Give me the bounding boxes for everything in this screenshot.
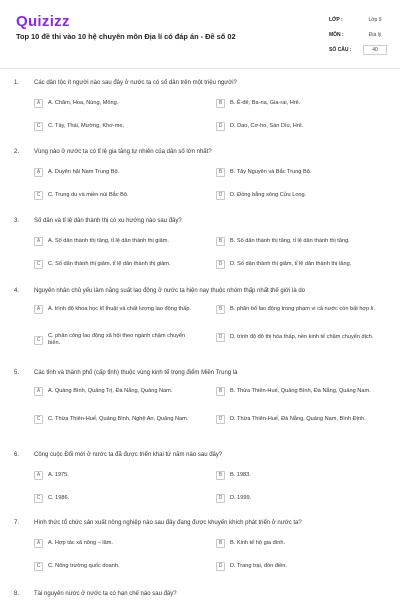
option-letter-box[interactable]: A	[34, 237, 43, 246]
option-text: A. Hợp tác xã nông – lâm.	[48, 540, 113, 546]
option-letter-box[interactable]: C	[34, 260, 43, 269]
option-letter-box[interactable]: B	[216, 539, 225, 548]
option-text: C. phân công lao động xã hội theo ngành chậm chuyển biến.	[48, 333, 186, 346]
option-letter-box[interactable]: A	[34, 168, 43, 177]
option-text: C. Thừa Thiên-Huế, Quảng Bình, Nghệ An, Quảng Nam.	[48, 416, 189, 422]
option-text: A. Chăm, Hoa, Nùng, Mông.	[48, 100, 119, 106]
option-letter-box[interactable]: C	[34, 415, 43, 424]
option-text: B. phân bố lao động trong phạm vi cả nước còn bất hợp lí.	[230, 306, 376, 312]
option-letter-box[interactable]: C	[34, 122, 43, 131]
answer-option-d[interactable]	[216, 191, 376, 200]
quizizz-logo: Quizizz	[16, 13, 70, 30]
option-text: C. 1986.	[48, 495, 70, 501]
question-text: Nguyên nhân chủ yếu làm năng suất lao động ở nước ta hiện nay thuộc nhóm thấp nhất thế giới là do	[34, 288, 306, 294]
answer-option-b[interactable]	[216, 237, 376, 246]
option-letter-box[interactable]: D	[216, 191, 225, 200]
answer-option-d[interactable]	[216, 122, 376, 131]
option-text: D. Số dân thành thị giảm, tỉ lệ dân thành thị tăng.	[230, 261, 352, 267]
answer-option-c[interactable]	[34, 562, 194, 571]
answer-option-b[interactable]	[216, 539, 376, 548]
meta-subject-label: MÔN :	[329, 31, 344, 38]
answer-option-d[interactable]	[216, 333, 376, 342]
answer-option-c[interactable]	[34, 260, 194, 269]
meta-grade-value: Lớp 9	[368, 16, 382, 23]
meta-question-count	[329, 42, 387, 57]
option-text: D. trình độ đô thị hóa thấp, nền kinh tế chậm chuyển dịch.	[230, 334, 374, 340]
option-text: D. Trang trại, đồn điền.	[230, 563, 287, 569]
option-text: A. 1975.	[48, 472, 69, 478]
option-text: A. Số dân thành thị tăng, tỉ lệ dân thành thị giảm.	[48, 238, 169, 244]
option-letter-box[interactable]: A	[34, 539, 43, 548]
meta-grade	[329, 12, 387, 27]
option-text: B. Tây Nguyên và Bắc Trung Bộ.	[230, 169, 312, 175]
answer-option-a[interactable]	[34, 471, 194, 480]
meta-subject-value: Địa lý	[368, 31, 382, 38]
option-text: A. Duyên hải Nam Trung Bộ.	[48, 169, 120, 175]
question-number: 5.	[14, 370, 20, 376]
question-number: 2.	[14, 149, 20, 155]
answer-option-c[interactable]	[34, 494, 194, 503]
answer-option-b[interactable]	[216, 99, 376, 108]
option-text: A. trình độ khoa học kĩ thuật và chất lượng lao động thấp.	[48, 306, 191, 312]
meta-subject	[329, 27, 387, 42]
answer-option-a[interactable]	[34, 237, 194, 246]
answer-option-b[interactable]	[216, 168, 376, 177]
header-divider	[0, 68, 400, 69]
answer-option-c[interactable]	[34, 122, 194, 131]
answer-option-c[interactable]	[34, 333, 194, 347]
option-letter-box[interactable]: C	[34, 191, 43, 200]
option-letter-box[interactable]: C	[34, 336, 43, 345]
answer-option-a[interactable]	[34, 539, 194, 548]
option-text: B. Ê-đê, Ba-na, Gia-rai, Hrê.	[230, 100, 301, 106]
option-letter-box[interactable]: B	[216, 237, 225, 246]
option-letter-box[interactable]: D	[216, 415, 225, 424]
answer-option-d[interactable]	[216, 494, 376, 503]
question-number: 6.	[14, 452, 20, 458]
option-letter-box[interactable]: B	[216, 305, 225, 314]
question-text: Số dân và tỉ lệ dân thành thị có xu hướng nào sau đây?	[34, 218, 182, 224]
option-text: A. Quảng Bình, Quảng Trị, Đà Nẵng, Quảng Nam.	[48, 388, 173, 394]
worksheet-title: Top 10 đề thi vào 10 hệ chuyên môn Địa lí có đáp án - Đề số 02	[16, 32, 236, 41]
meta-count-label: SỐ CÂU :	[329, 46, 352, 53]
worksheet-meta	[329, 12, 387, 57]
option-text: D. Đồng bằng sông Cửu Long.	[230, 192, 307, 198]
option-letter-box[interactable]: D	[216, 122, 225, 131]
option-letter-box[interactable]: A	[34, 305, 43, 314]
question-number: 4.	[14, 288, 20, 294]
option-text: C. Nông trường quốc doanh.	[48, 563, 120, 569]
answer-option-d[interactable]	[216, 260, 376, 269]
question-text: Tài nguyên nước ở nước ta có hạn chế nào sau đây?	[34, 591, 177, 597]
answer-option-b[interactable]	[216, 387, 376, 396]
option-text: D. Dao, Cơ-ho, Sán Dìu, Hrê.	[230, 123, 304, 129]
answer-option-c[interactable]	[34, 415, 194, 424]
question-text: Vùng nào ở nước ta có tỉ lệ gia tăng tự nhiên của dân số lớn nhất?	[34, 149, 212, 155]
option-text: B. Số dân thành thị tăng, tỉ lệ dân thành thị tăng.	[230, 238, 350, 244]
question-number: 3.	[14, 218, 20, 224]
option-letter-box[interactable]: D	[216, 494, 225, 503]
answer-option-d[interactable]	[216, 415, 376, 424]
option-text: B. Thừa Thiên-Huế, Quảng Bình, Đà Nẵng, Quảng Nam.	[230, 388, 371, 394]
option-text: C. Tày, Thái, Mường, Khơ-me.	[48, 123, 125, 129]
option-text: C. Trung du và miền núi Bắc Bộ.	[48, 192, 129, 198]
question-number: 7.	[14, 520, 20, 526]
option-letter-box[interactable]: D	[216, 333, 225, 342]
answer-option-d[interactable]	[216, 562, 376, 571]
option-letter-box[interactable]: C	[34, 494, 43, 503]
option-text: D. Thừa Thiên-Huế, Đà Nẵng, Quảng Nam, Bình Định.	[230, 416, 366, 422]
option-text: B. 1983.	[230, 472, 251, 478]
answer-option-a[interactable]	[34, 168, 194, 177]
question-number: 1.	[14, 80, 20, 86]
option-letter-box[interactable]: A	[34, 387, 43, 396]
answer-option-b[interactable]	[216, 471, 376, 480]
option-letter-box[interactable]: A	[34, 99, 43, 108]
option-letter-box[interactable]: D	[216, 562, 225, 571]
answer-option-a[interactable]	[34, 99, 194, 108]
option-letter-box[interactable]: C	[34, 562, 43, 571]
option-letter-box[interactable]: B	[216, 387, 225, 396]
answer-option-b[interactable]	[216, 305, 376, 314]
worksheet-header	[0, 0, 400, 72]
answer-option-a[interactable]	[34, 387, 194, 396]
option-text: D. 1999.	[230, 495, 252, 501]
option-letter-box[interactable]: A	[34, 471, 43, 480]
option-letter-box[interactable]: D	[216, 260, 225, 269]
meta-count-value: 40	[363, 45, 387, 55]
option-letter-box[interactable]: B	[216, 168, 225, 177]
option-text: B. Kinh tế hộ gia đình.	[230, 540, 286, 546]
option-text: C. Số dân thành thị giảm, tỉ lệ dân thành thị giảm.	[48, 261, 171, 267]
question-text: Công cuộc Đổi mới ở nước ta đã được triển khai từ năm nào sau đây?	[34, 452, 223, 458]
question-number: 8.	[14, 591, 20, 597]
question-text: Hình thức tổ chức sản xuất nông nghiệp nào sau đây đang được khuyến khích phát triển ở nước ta?	[34, 520, 302, 526]
question-text: Các tỉnh và thành phố (cấp tỉnh) thuộc vùng kinh tế trọng điểm Miền Trung là	[34, 370, 238, 376]
meta-grade-label: LỚP :	[329, 16, 343, 23]
option-letter-box[interactable]: B	[216, 471, 225, 480]
question-text: Các dân tộc ít người nào sau đây ở nước ta có số dân trên một triệu người?	[34, 80, 237, 86]
answer-option-a[interactable]	[34, 305, 194, 314]
option-letter-box[interactable]: B	[216, 99, 225, 108]
answer-option-c[interactable]	[34, 191, 194, 200]
